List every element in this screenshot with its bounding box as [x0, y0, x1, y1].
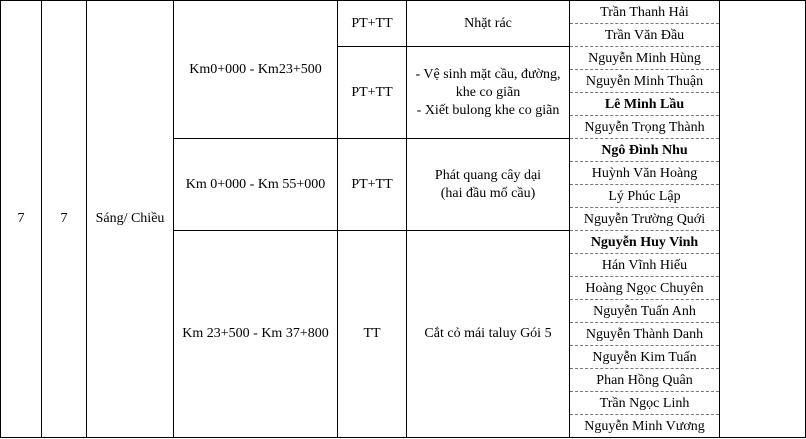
worker-name-cell: Nguyễn Trọng Thành — [570, 116, 720, 139]
time-cell: Sáng/ Chiều — [87, 1, 174, 438]
worker-name-cell: Lý Phúc Lập — [570, 185, 720, 208]
table-body — [1, 1, 806, 438]
worker-name-cell: Nguyễn Tuấn Anh — [570, 300, 720, 323]
worker-name-cell: Nguyễn Thành Danh — [570, 323, 720, 346]
task-type-cell: PT+TT — [338, 139, 407, 231]
work-description-cell: Nhặt rác — [407, 1, 570, 47]
notes-cell — [720, 1, 806, 438]
work-description-cell: - Vệ sinh mặt cầu, đường, khe co giãn - Xiết bulong khe co giãn — [407, 47, 570, 139]
worker-name-cell: Hoàng Ngọc Chuyên — [570, 277, 720, 300]
km-range-cell: Km 0+000 - Km 55+000 — [174, 139, 338, 231]
task-type-cell: PT+TT — [338, 1, 407, 47]
km-range-cell: Km0+000 - Km23+500 — [174, 1, 338, 139]
worker-name-cell: Trần Ngọc Linh — [570, 392, 720, 415]
worker-name-cell: Nguyễn Trường Quới — [570, 208, 720, 231]
worker-name-cell: Lê Minh Lầu — [570, 93, 720, 116]
worker-name-cell: Nguyễn Huy Vinh — [570, 231, 720, 254]
worker-name-cell: Hán Vĩnh Hiếu — [570, 254, 720, 277]
worker-name-cell: Phan Hồng Quân — [570, 369, 720, 392]
stt-cell: 7 — [1, 1, 42, 438]
worker-name-cell: Trần Thanh Hải — [570, 1, 720, 24]
km-range-cell: Km 23+500 - Km 37+800 — [174, 231, 338, 438]
worker-name-cell: Trần Văn Đầu — [570, 24, 720, 47]
worker-name-cell: Nguyễn Kim Tuấn — [570, 346, 720, 369]
table-row — [1, 1, 806, 24]
worker-name-cell: Nguyễn Minh Vương — [570, 415, 720, 438]
task-type-cell: PT+TT — [338, 47, 407, 139]
task-type-cell: TT — [338, 231, 407, 438]
worker-name-cell: Ngô Đình Nhu — [570, 139, 720, 162]
work-description-cell: Phát quang cây dại (hai đầu mố cầu) — [407, 139, 570, 231]
worker-name-cell: Huỳnh Văn Hoàng — [570, 162, 720, 185]
work-description-cell: Cắt cỏ mái taluy Gói 5 — [407, 231, 570, 438]
day-cell: 7 — [42, 1, 87, 438]
worker-name-cell: Nguyễn Minh Thuận — [570, 70, 720, 93]
worker-name-cell: Nguyễn Minh Hùng — [570, 47, 720, 70]
